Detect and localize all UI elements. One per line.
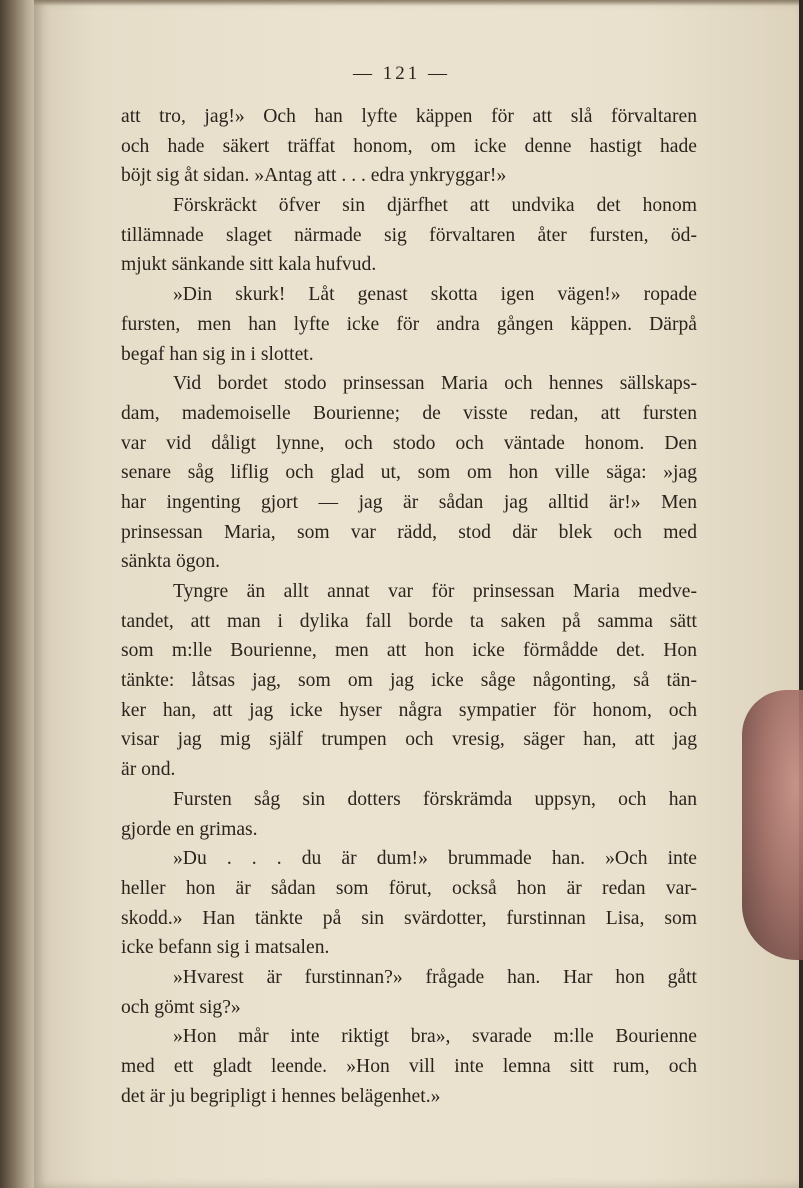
text-line: mjukt sänkande sitt kala hufvud. — [121, 254, 377, 276]
text-line: prinsessan Maria, som var rädd, stod där blek och med — [121, 521, 697, 543]
text-line: senare såg liflig och glad ut, som om hon ville säga: »jag — [121, 462, 697, 484]
text-line: Förskräckt öfver sin djärfhet att undvika det honom — [173, 195, 697, 217]
text-line: och hade säkert träffat honom, om icke denne hastigt hade — [121, 135, 697, 157]
text-line: »Hon mår inte riktigt bra», svarade m:lle Bourienne — [173, 1026, 697, 1048]
text-line: med ett gladt leende. »Hon vill inte lemna sitt rum, och — [121, 1056, 697, 1077]
text-line: gjorde en grimas. — [121, 818, 258, 840]
text-line: har ingenting gjort — jag är sådan jag alltid är!» Men — [121, 491, 697, 513]
text-line: »Din skurk! Låt genast skotta igen vägen!» ropade — [173, 284, 697, 306]
text-line: Fursten såg sin dotters förskrämda uppsyn, och han — [173, 788, 697, 810]
text-line: visar jag mig själf trumpen och vresig, säger han, att jag — [121, 729, 697, 751]
text-line: Vid bordet stodo prinsessan Maria och hennes sällskaps- — [173, 373, 697, 395]
text-line: heller hon är sådan som förut, också hon är redan var- — [121, 877, 697, 899]
page-body-text — [121, 102, 697, 1111]
text-line: skodd.» Han tänkte på sin svärdotter, furstinnan Lisa, som — [121, 907, 697, 929]
thumb-holding-page — [742, 690, 803, 960]
text-line: dam, mademoiselle Bourienne; de visste redan, att fursten — [121, 402, 697, 424]
text-line: och gömt sig?» — [121, 996, 241, 1018]
text-line: sänkta ögon. — [121, 551, 221, 573]
text-line: fursten, men han lyfte icke för andra gången käppen. Därpå — [121, 313, 697, 335]
text-line: »Du . . . du är dum!» brummade han. »Och inte — [173, 848, 697, 870]
text-line: är ond. — [121, 759, 176, 781]
text-line: tänkte: låtsas jag, som om jag icke såge någonting, så tän- — [121, 670, 697, 692]
page-number: — 121 — — [353, 63, 450, 84]
text-line: det är ju begripligt i hennes belägenhet.» — [121, 1085, 441, 1107]
page-top-shadow — [34, 0, 799, 6]
text-line: att tro, jag!» Och han lyfte käppen för att slå förvaltaren — [121, 106, 697, 127]
text-line: begaf han sig in i slottet. — [121, 343, 314, 365]
text-line: tillämnade slaget närmade sig förvaltaren åter fursten, öd- — [121, 224, 697, 246]
text-line: böjt sig åt sidan. »Antag att . . . edra ynkryggar!» — [121, 165, 507, 187]
text-line: som m:lle Bourienne, men att hon icke förmådde det. Hon — [121, 640, 697, 662]
text-line: Tyngre än allt annat var för prinsessan Maria medve- — [173, 581, 697, 602]
text-line: var vid dåligt lynne, och stodo och väntade honom. Den — [121, 432, 697, 454]
text-line: tandet, att man i dylika fall borde ta saken på samma sätt — [121, 610, 697, 632]
text-line: ker han, att jag icke hyser några sympatier för honom, och — [121, 699, 697, 721]
text-line: »Hvarest är furstinnan?» frågade han. Har hon gått — [173, 966, 697, 988]
text-line: icke befann sig i matsalen. — [121, 937, 330, 959]
